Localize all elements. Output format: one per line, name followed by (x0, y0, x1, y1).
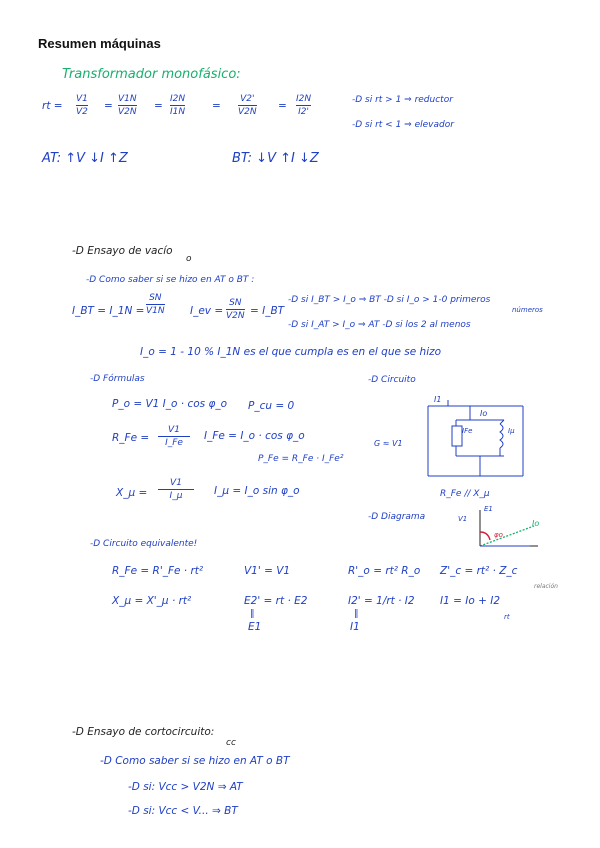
pfe-formula: P_Fe = R_Fe · I_Fe² (258, 454, 344, 464)
diagrama-label: -D Diagrama (368, 512, 426, 522)
eq-i2: I2' = 1/rt · I2 (348, 595, 415, 607)
circuit-v-label: G ≈ V1 (374, 439, 403, 448)
rule-bt: -D si I_BT > I_o ⇒ BT -D si I_o > 1-0 primeros (288, 295, 491, 305)
i-bt-fraction: SN V1N (146, 293, 165, 317)
vacio-heading-sub: o (186, 254, 192, 264)
circuit-ife-label: IFe (462, 427, 473, 435)
xu-lhs: X_μ = (116, 487, 148, 499)
rt-fraction-3: I2N I1N (170, 94, 186, 118)
circuito-label: -D Circuito (368, 375, 416, 385)
eq-ro: R'_o = rt² R_o (348, 565, 421, 577)
rt-fraction-4: V2' V2N (238, 94, 257, 118)
rt-fraction-5: I2N I2' (296, 94, 312, 118)
rfe-lhs: R_Fe = (112, 432, 150, 444)
formulas-label: -D Fórmulas (90, 374, 145, 384)
ife-formula: I_Fe = I_o · cos φ_o (204, 430, 305, 442)
rt-fraction-2: V1N V2N (118, 94, 137, 118)
equiv-label: -D Circuito equivalente! (90, 539, 198, 549)
diag-phi-label: φo (494, 531, 503, 539)
eq-rfe: R_Fe = R'_Fe · rt² (112, 565, 204, 577)
i-ev-formula: I_ev = (190, 305, 224, 317)
i-bt-formula: I_BT = I_1N = (72, 305, 145, 317)
circuit-i1-label: I1 (434, 395, 442, 404)
cc-howto: -D Como saber si se hizo en AT o BT (100, 755, 290, 767)
rt-fraction-1: V1 V2 (76, 94, 88, 118)
rule-elevador: -D si rt < 1 ⇒ elevador (352, 120, 454, 130)
vacio-heading: -D Ensayo de vacío (72, 245, 173, 257)
notes-page: Resumen máquinas Transformador monofásico: rt = V1 V2 = V1N V2N = I2N I1N = V2' V2N = I2N I2' -D si rt > 1 ⇒ reductor -D si rt < 1 ⇒ elevador AT: ↑V ↓I ↑Z BT: ↓V ↑I ↓Z -D Ensayo de vacío o -D Como saber si se hizo en AT o BT : I_BT = I_1N = SN V1N I_ev = SN V2N = I_BT -D si I_BT > I_o ⇒ BT -D si I_o > 1-0 primeros números -D si I_AT > I_o ⇒ AT -D si los 2 al menos I_o = 1 - 10 % I_1N es el que cumpla es en el que se hizo -D Fórmulas P_o = V1 I_o · cos φ_o P_cu = 0 R_Fe = V1 I_Fe I_Fe = I_o · cos φ_o P_Fe = R_Fe · I_Fe² X_μ = V1 I_μ I_μ = I_o sin φ_o -D Circuito I1 Io IFe Iμ G ≈ V1 R_Fe // X_μ -D Diagrama V1 E1 Io φo -D Circuito equivalente! R_Fe = R'_Fe · rt² V1' = V1 R'_o = rt² R_o Z'_c = rt² · Z_c X_μ = X'_μ · rt² E2' = rt · E2 ‖ E1 I2' = 1/rt · I2 ‖ I1 I1 = Io + I2 rt relación -D Ensayo de cortocircuito: cc -D Como saber si se hizo en AT o BT -D si: Vcc > V2N ⇒ AT -D si: Vcc < V... ⇒ BT (38, 36, 558, 817)
xu-fraction: V1 I_μ (158, 478, 194, 502)
iu-formula: I_μ = I_o sin φ_o (214, 485, 300, 497)
cc-heading-sub: cc (226, 738, 236, 748)
diag-e1-label: E1 (484, 505, 493, 513)
eq-xu: X_μ = X'_μ · rt² (112, 595, 192, 607)
rule-at: -D si I_AT > I_o ⇒ AT -D si los 2 al menos (288, 320, 471, 330)
i-ev-tail: = I_BT (250, 305, 285, 317)
eq-i1: I1 (350, 621, 360, 633)
circuit-iu-label: Iμ (508, 427, 515, 435)
cc-rule-at: -D si: Vcc > V2N ⇒ AT (128, 781, 243, 793)
io-line: I_o = 1 - 10 % I_1N es el que cumpla es en el que se hizo (140, 346, 442, 358)
diag-io-label: Io (532, 519, 540, 528)
cc-rule-bt: -D si: Vcc < V... ⇒ BT (128, 805, 238, 817)
p0-formula: P_o = V1 I_o · cos φ_o (112, 398, 228, 410)
eq-e1: E1 (248, 621, 262, 633)
diag-v1-label: V1 (458, 515, 468, 523)
eq-i1-sum: I1 = Io + I2 (440, 595, 501, 607)
rule-bt-note: números (512, 306, 543, 314)
transformer-heading: Transformador monofásico: (62, 67, 241, 82)
eq-note: relación (534, 583, 558, 590)
cc-heading: -D Ensayo de cortocircuito: (72, 726, 215, 738)
vacio-howto: -D Como saber si se hizo en AT o BT : (86, 275, 255, 285)
rule-reductor: -D si rt > 1 ⇒ reductor (352, 95, 453, 105)
rfe-fraction: V1 I_Fe (158, 425, 190, 449)
eq-zc: Z'_c = rt² · Z_c (440, 565, 518, 577)
i-ev-fraction: SN V2N (226, 298, 245, 322)
eq-v1: V1' = V1 (244, 565, 291, 577)
eq-i1-rt: rt (504, 613, 510, 621)
rt-symbol: rt = (42, 100, 63, 112)
circuit-io-label: Io (480, 409, 488, 418)
bt-line: BT: ↓V ↑I ↓Z (232, 151, 319, 166)
vacio-circuit-diagram (428, 396, 528, 486)
at-line: AT: ↑V ↓I ↑Z (42, 151, 128, 166)
circuit-caption: R_Fe // X_μ (440, 489, 490, 499)
phasor-diagram (468, 506, 548, 556)
pcu-formula: P_cu = 0 (248, 400, 295, 412)
eq-e2: E2' = rt · E2 (244, 595, 308, 607)
page-title: Resumen máquinas (38, 36, 161, 51)
